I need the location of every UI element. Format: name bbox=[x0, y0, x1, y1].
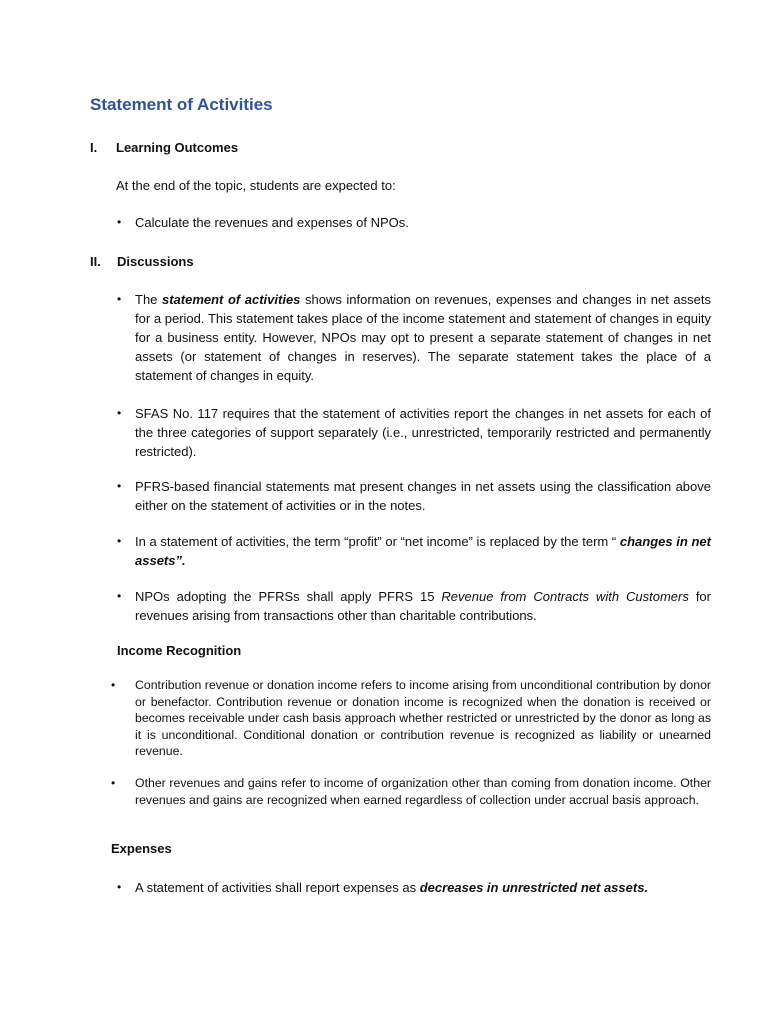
bullet-icon: • bbox=[117, 406, 122, 420]
bullet-icon: • bbox=[117, 880, 122, 894]
learning-outcome-item: Calculate the revenues and expenses of NPOs. bbox=[135, 215, 409, 230]
subheading-expenses: Expenses bbox=[111, 841, 172, 856]
discussion-bullet-sfas-117: SFAS No. 117 requires that the statement of activities report the changes in net assets for each of the three categories of support separately (i.e., unrestricted, temporarily restricted and permanently restricted). bbox=[135, 406, 711, 459]
income-bullet-other-revenues: Other revenues and gains refer to income of organization other than coming from donation income. Other revenues and gains are recognized when earned regardless of collection under accrual basis approach. bbox=[135, 776, 711, 807]
bold-term: decreases in unrestricted net assets. bbox=[419, 880, 649, 895]
discussion-bullet-pfrs-15: NPOs adopting the PFRSs shall apply PFRS 15 Revenue from Contracts with Customers for revenues arising from transactions other than charitable contributions. bbox=[135, 589, 711, 623]
bold-term: changes in net assets”. bbox=[135, 534, 711, 568]
section-title-learning-outcomes: Learning Outcomes bbox=[116, 140, 239, 155]
section-number-1: I. bbox=[90, 140, 98, 155]
discussion-bullet-statement-of-activities: The statement of activities shows information on revenues, expenses and changes in net assets for a period. This statement takes place of the income statement and statement of changes in equity for a business entity. However, NPOs may opt to present a separate statement of changes in net assets (or statement of changes in reserves). The separate statement takes the place of a statement of changes in equity. bbox=[135, 292, 712, 383]
discussion-bullet-changes-in-net-assets: In a statement of activities, the term “profit” or “net income” is replaced by the term “ changes in net assets”. bbox=[135, 534, 711, 568]
bullet-icon: • bbox=[117, 215, 122, 229]
subheading-income-recognition: Income Recognition bbox=[117, 643, 242, 658]
expenses-bullet-decreases: A statement of activities shall report expenses as decreases in unrestricted net assets. bbox=[135, 880, 649, 895]
bullet-icon: • bbox=[117, 479, 122, 493]
section-title-discussions: Discussions bbox=[117, 254, 194, 269]
discussion-bullet-pfrs-based: PFRS-based financial statements mat present changes in net assets using the classification above either on the statement of activities or in the notes. bbox=[135, 479, 711, 513]
bold-term: statement of activities bbox=[161, 292, 301, 307]
italic-term: Revenue from Contracts with Customers bbox=[441, 589, 689, 604]
income-bullet-contribution-revenue: Contribution revenue or donation income refers to income arising from unconditional contribution by donor or benefactor. Contribution revenue or donation income is recognized when the donation is received or becomes receivable under cash basis approach whether restricted or unrestricted by the donor as long as it is unconditional. Conditional donation or contribution revenue is recognized as liability or unearned revenue. bbox=[135, 678, 711, 759]
section-number-2: II. bbox=[90, 254, 101, 269]
bullet-icon: • bbox=[117, 292, 122, 306]
bullet-icon: • bbox=[111, 776, 116, 790]
page-title: Statement of Activities bbox=[90, 95, 273, 114]
bullet-icon: • bbox=[111, 678, 116, 692]
learning-outcomes-intro: At the end of the topic, students are expected to: bbox=[116, 178, 396, 193]
bullet-icon: • bbox=[117, 534, 122, 548]
bullet-icon: • bbox=[117, 589, 122, 603]
